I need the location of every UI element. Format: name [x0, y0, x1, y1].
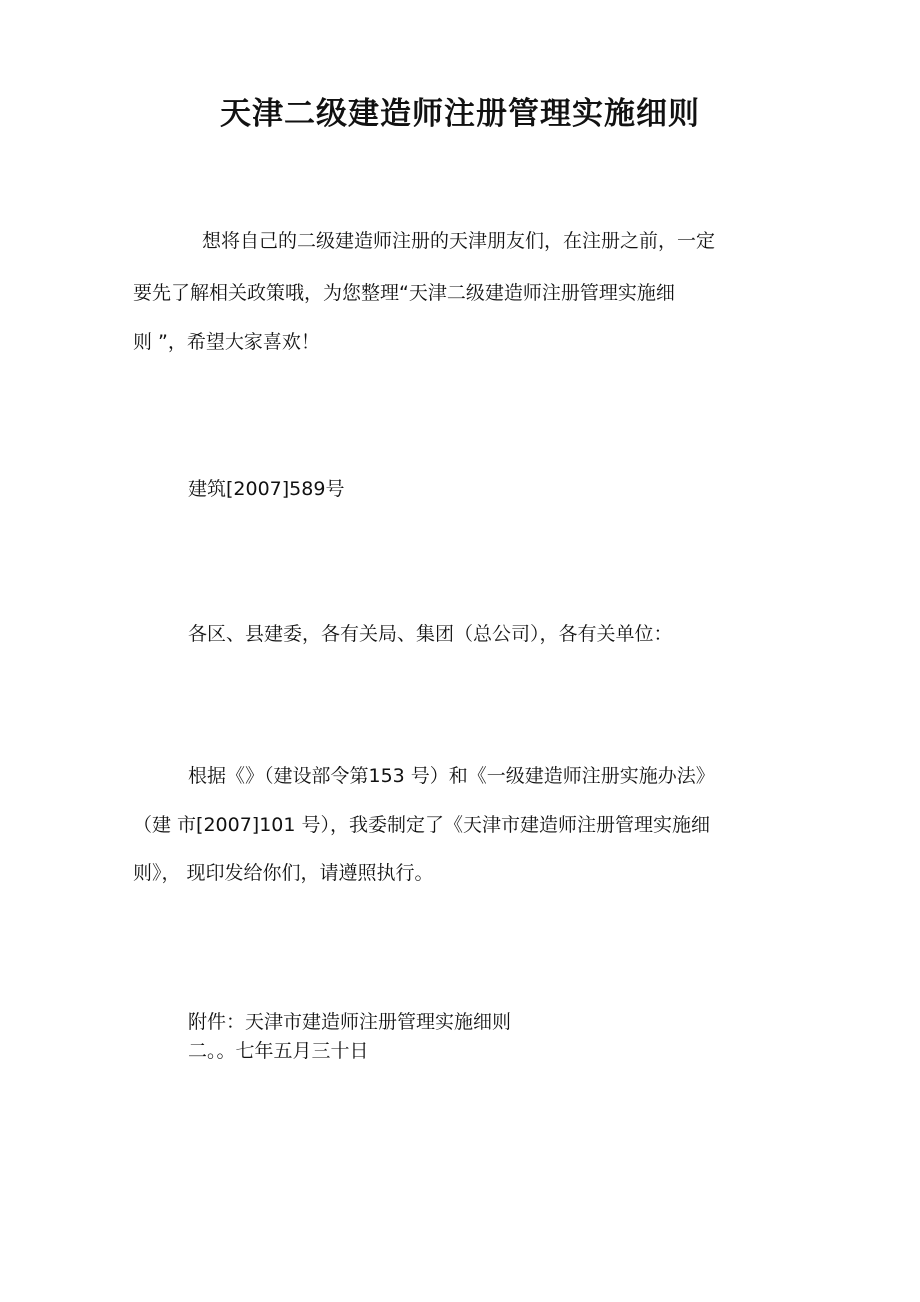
addressees: 各区、县建委，各有关局、集团（总公司），各有关单位： — [188, 623, 673, 645]
intro-line-2: 要先了解相关政策哦，为您整理“天津二级建造师注册管理实施细 — [133, 282, 675, 304]
intro-line-1: 想将自己的二级建造师注册的天津朋友们，在注册之前，一定 — [202, 230, 716, 252]
document-number: 建筑[2007]589号 — [188, 478, 345, 500]
body-line-3: 则》， 现印发给你们，请遵照执行。 — [133, 862, 434, 884]
body-line-1: 根据《》（建设部令第153 号）和《一级建造师注册实施办法》 — [188, 765, 715, 787]
date-line: 二。。七年五月三十日 — [188, 1040, 369, 1062]
document-title: 天津二级建造师注册管理实施细则 — [220, 96, 700, 132]
body-line-2: （建 市[2007]101 号），我委制定了《天津市建造师注册管理实施细 — [133, 814, 711, 836]
attachment-line: 附件：天津市建造师注册管理实施细则 — [188, 1011, 512, 1033]
intro-line-3: 则 ”，希望大家喜欢！ — [133, 331, 320, 353]
